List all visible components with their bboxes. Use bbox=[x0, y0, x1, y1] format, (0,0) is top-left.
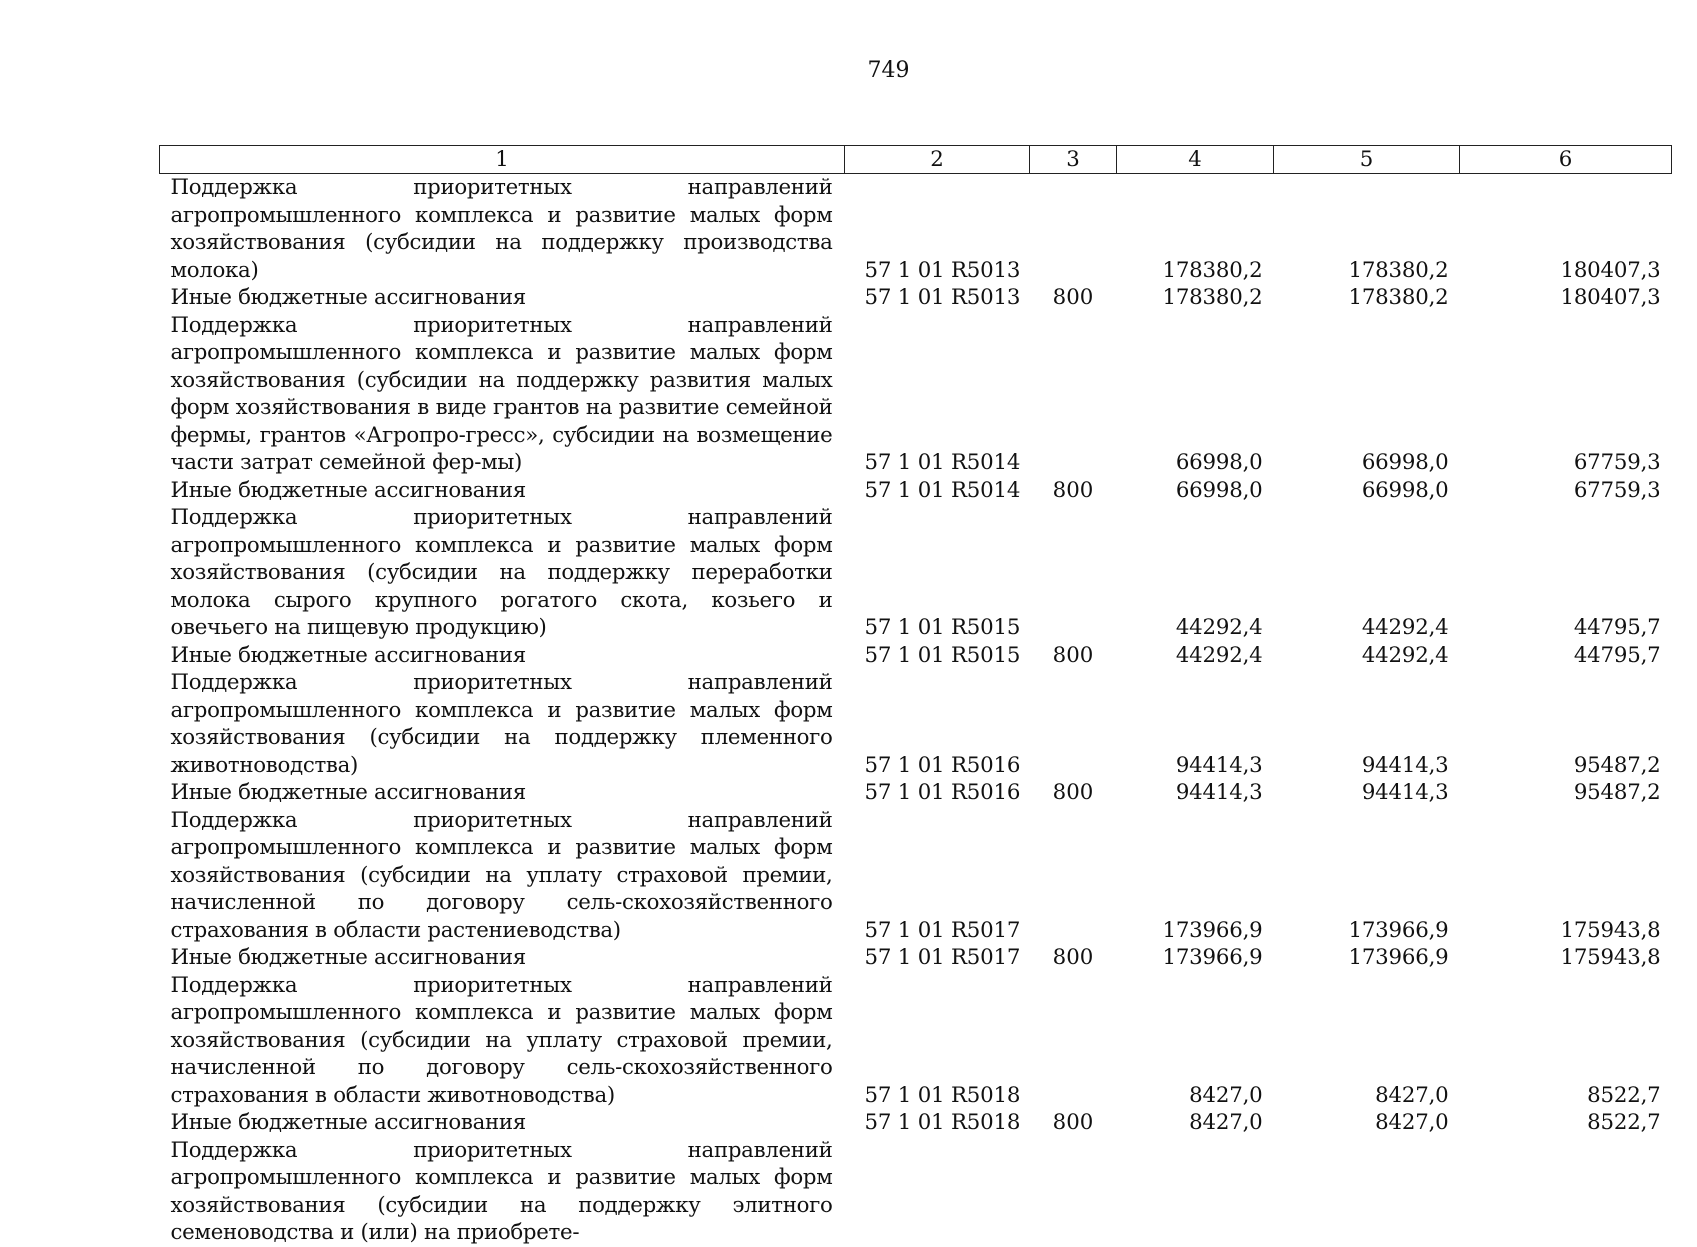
row-group-cell bbox=[1030, 972, 1117, 1110]
table-row bbox=[160, 944, 1672, 972]
row-name-text: Поддержка приоритетных направлений агропромышленного комплекса и развитие малых форм хозяйствования (субсидии на поддержку переработки молока сырого крупного рогатого скота, козьего и овечьего на пищевую продукцию) bbox=[170, 505, 833, 640]
row-value-5-cell: 94414,3 bbox=[1361, 752, 1449, 778]
row-code-cell: 57 1 01 R5014 bbox=[864, 450, 1021, 475]
table-row bbox=[160, 477, 1672, 505]
row-value-5-cell: 8427,0 bbox=[1375, 1082, 1449, 1108]
page-number: 749 bbox=[867, 58, 910, 83]
table-row bbox=[160, 1137, 1672, 1247]
row-code-cell: 57 1 01 R5017 bbox=[864, 917, 1021, 943]
row-value-4-cell: 94414,3 bbox=[1175, 780, 1263, 805]
column-header-6: 6 bbox=[1460, 146, 1672, 174]
row-name-text: Поддержка приоритетных направлений агропромышленного комплекса и развитие малых форм хозяйствования (субсидии на поддержку элитного семеноводства и (или) на приобрете- bbox=[170, 1137, 833, 1245]
table-body bbox=[160, 174, 1672, 1247]
row-value-5-cell: 178380,2 bbox=[1348, 257, 1449, 283]
row-value-5-cell: 173966,9 bbox=[1348, 945, 1449, 970]
row-value-5-cell: 8427,0 bbox=[1375, 1110, 1449, 1135]
budget-table bbox=[159, 145, 1672, 1247]
row-value-5-cell: 178380,2 bbox=[1348, 285, 1449, 310]
row-name-cell bbox=[160, 779, 845, 807]
row-name-text: Поддержка приоритетных направлений агропромышленного комплекса и развитие малых форм хозяйствования (субсидии на поддержку племенного животноводства) bbox=[170, 670, 833, 778]
row-group-cell bbox=[1030, 669, 1117, 779]
row-value-6-cell: 8522,7 bbox=[1587, 1082, 1661, 1108]
row-value-6-cell: 95487,2 bbox=[1573, 752, 1661, 778]
row-value-6-cell: 8522,7 bbox=[1587, 1110, 1661, 1135]
row-value-6-cell: 44795,7 bbox=[1573, 642, 1661, 668]
header-row bbox=[160, 146, 1672, 174]
row-name-cell bbox=[160, 477, 845, 505]
row-value-4-cell: 173966,9 bbox=[1162, 917, 1263, 943]
column-header-5: 5 bbox=[1274, 146, 1460, 174]
column-header-3: 3 bbox=[1030, 146, 1117, 174]
row-name-cell bbox=[160, 174, 845, 285]
row-value-6-cell bbox=[1460, 1137, 1672, 1247]
row-value-5-cell: 44292,4 bbox=[1361, 615, 1449, 640]
row-value-4-cell: 44292,4 bbox=[1175, 615, 1263, 640]
table-row bbox=[160, 504, 1672, 642]
row-value-6-cell: 95487,2 bbox=[1573, 780, 1661, 805]
row-name-cell bbox=[160, 1137, 845, 1247]
row-code-cell: 57 1 01 R5015 bbox=[864, 642, 1021, 668]
row-code-cell: 57 1 01 R5017 bbox=[864, 945, 1021, 970]
row-group-cell: 800 bbox=[1052, 642, 1094, 668]
row-name-cell bbox=[160, 807, 845, 945]
row-name-text: Поддержка приоритетных направлений агропромышленного комплекса и развитие малых форм хозяйствования (субсидии на уплату страховой премии, начисленной по договору сель-скохозяйственного страхования в области растениеводства) bbox=[170, 807, 833, 943]
row-code-cell: 57 1 01 R5016 bbox=[864, 752, 1021, 778]
row-code-cell: 57 1 01 R5013 bbox=[864, 285, 1021, 310]
row-name-text: Поддержка приоритетных направлений агропромышленного комплекса и развитие малых форм хозяйствования (субсидии на поддержку развития малых форм хозяйствования в виде грантов на развитие семейной фермы, грантов «Агропро-гресс», субсидии на возмещение части затрат семейной фер-мы) bbox=[170, 312, 833, 475]
table-row bbox=[160, 1109, 1672, 1137]
row-value-4-cell bbox=[1117, 1137, 1274, 1247]
row-name-cell bbox=[160, 944, 845, 972]
table-row bbox=[160, 807, 1672, 945]
row-value-5-cell: 173966,9 bbox=[1348, 917, 1449, 943]
row-name-text: Поддержка приоритетных направлений агропромышленного комплекса и развитие малых форм хозяйствования (субсидии на поддержку производства молока) bbox=[170, 175, 833, 283]
row-group-cell bbox=[1030, 1137, 1117, 1247]
row-name-cell bbox=[160, 312, 845, 477]
row-value-4-cell: 178380,2 bbox=[1162, 285, 1263, 310]
row-value-4-cell: 66998,0 bbox=[1175, 477, 1263, 503]
row-value-5-cell: 44292,4 bbox=[1361, 642, 1449, 668]
row-name-text: Иные бюджетные ассигнования bbox=[170, 642, 526, 668]
row-value-6-cell: 67759,3 bbox=[1573, 450, 1661, 475]
row-name-text: Иные бюджетные ассигнования bbox=[170, 945, 526, 970]
row-value-4-cell: 8427,0 bbox=[1189, 1082, 1263, 1108]
row-group-cell bbox=[1030, 312, 1117, 477]
table-header bbox=[160, 146, 1672, 174]
row-value-5-cell: 94414,3 bbox=[1361, 780, 1449, 805]
row-value-5-cell: 66998,0 bbox=[1361, 450, 1449, 475]
row-code-cell: 57 1 01 R5013 bbox=[864, 257, 1021, 283]
row-value-6-cell: 175943,8 bbox=[1560, 917, 1661, 943]
row-code-cell: 57 1 01 R5018 bbox=[864, 1110, 1021, 1135]
table-row bbox=[160, 312, 1672, 477]
row-value-4-cell: 173966,9 bbox=[1162, 945, 1263, 970]
row-name-text: Иные бюджетные ассигнования bbox=[170, 285, 526, 310]
row-name-cell bbox=[160, 642, 845, 670]
row-value-6-cell: 44795,7 bbox=[1573, 615, 1661, 640]
row-group-cell bbox=[1030, 807, 1117, 945]
table-row bbox=[160, 174, 1672, 285]
column-header-4: 4 bbox=[1117, 146, 1274, 174]
row-value-4-cell: 44292,4 bbox=[1175, 642, 1263, 668]
row-value-6-cell: 175943,8 bbox=[1560, 945, 1661, 970]
row-value-6-cell: 180407,3 bbox=[1560, 257, 1661, 283]
row-group-cell: 800 bbox=[1052, 945, 1094, 970]
row-value-4-cell: 8427,0 bbox=[1189, 1110, 1263, 1135]
row-name-text: Иные бюджетные ассигнования bbox=[170, 477, 526, 503]
table-row bbox=[160, 642, 1672, 670]
row-code-cell: 57 1 01 R5014 bbox=[864, 477, 1021, 503]
row-value-6-cell: 67759,3 bbox=[1573, 477, 1661, 503]
table-row bbox=[160, 972, 1672, 1110]
row-group-cell: 800 bbox=[1052, 285, 1094, 310]
row-name-text: Иные бюджетные ассигнования bbox=[170, 1110, 526, 1135]
row-group-cell: 800 bbox=[1052, 780, 1094, 805]
row-group-cell: 800 bbox=[1052, 1110, 1094, 1135]
table-row bbox=[160, 779, 1672, 807]
row-code-cell bbox=[845, 1137, 1030, 1247]
table-row bbox=[160, 284, 1672, 312]
row-value-4-cell: 178380,2 bbox=[1162, 257, 1263, 283]
row-value-5-cell bbox=[1274, 1137, 1460, 1247]
row-code-cell: 57 1 01 R5016 bbox=[864, 780, 1021, 805]
row-name-cell bbox=[160, 284, 845, 312]
row-name-text: Поддержка приоритетных направлений агропромышленного комплекса и развитие малых форм хозяйствования (субсидии на уплату страховой премии, начисленной по договору сель-скохозяйственного страхования в области животноводства) bbox=[170, 972, 833, 1108]
row-value-4-cell: 94414,3 bbox=[1175, 752, 1263, 778]
column-header-1: 1 bbox=[160, 146, 845, 174]
row-value-6-cell: 180407,3 bbox=[1560, 285, 1661, 310]
column-header-2: 2 bbox=[845, 146, 1030, 174]
row-code-cell: 57 1 01 R5018 bbox=[864, 1082, 1021, 1108]
row-code-cell: 57 1 01 R5015 bbox=[864, 615, 1021, 640]
row-name-cell bbox=[160, 669, 845, 779]
row-value-5-cell: 66998,0 bbox=[1361, 477, 1449, 503]
row-name-text: Иные бюджетные ассигнования bbox=[170, 780, 526, 805]
row-group-cell bbox=[1030, 504, 1117, 642]
table-row bbox=[160, 669, 1672, 779]
row-name-cell bbox=[160, 1109, 845, 1137]
row-group-cell: 800 bbox=[1052, 477, 1094, 503]
row-name-cell bbox=[160, 504, 845, 642]
row-name-cell bbox=[160, 972, 845, 1110]
row-value-4-cell: 66998,0 bbox=[1175, 450, 1263, 475]
row-group-cell bbox=[1030, 174, 1117, 285]
